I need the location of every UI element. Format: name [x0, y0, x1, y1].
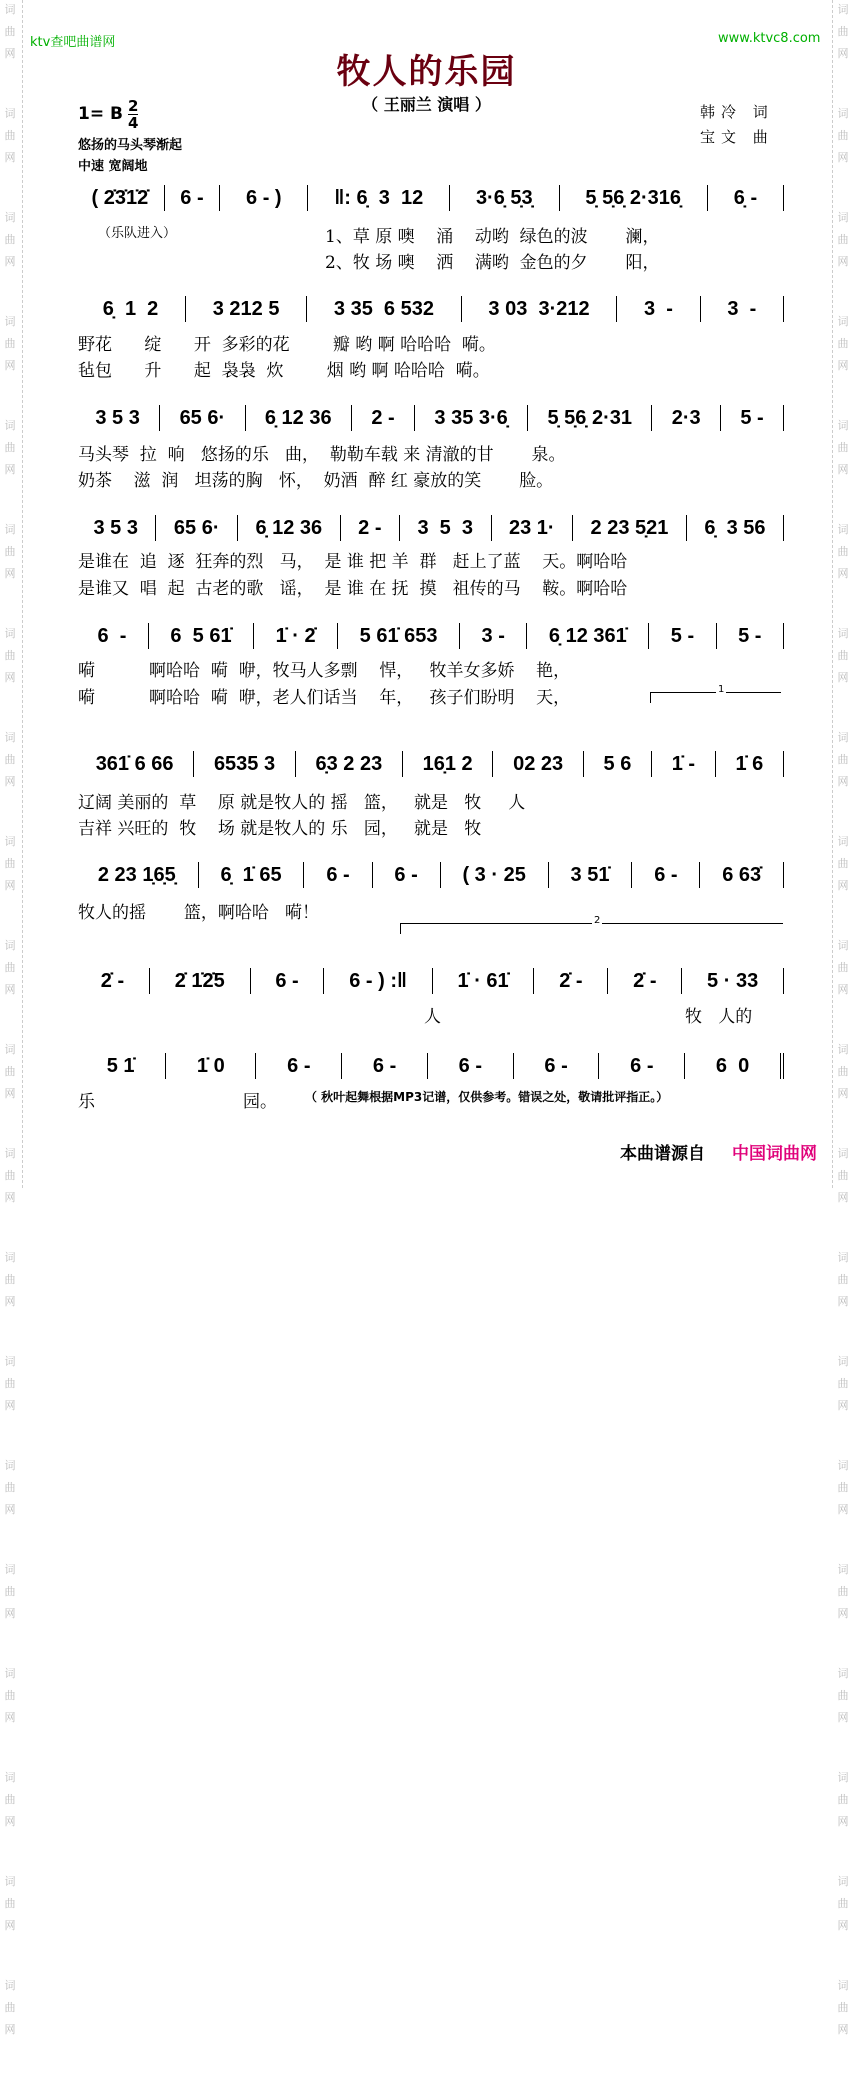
measure: 6 -	[342, 1053, 428, 1079]
watermark-char: 词	[4, 1667, 16, 1680]
watermark-char: 网	[4, 671, 16, 684]
measure: 6 -	[428, 1053, 514, 1079]
measure: 6̣ 1̇ 65	[199, 862, 305, 888]
watermark-char: 词	[837, 835, 849, 848]
watermark-char: 曲	[4, 857, 16, 870]
measure: 2 23 5̣21	[573, 515, 687, 541]
key-signature: 1= B	[78, 104, 123, 124]
watermark-column-right	[836, 0, 850, 2080]
singer: （ 王丽兰 演唱 ）	[362, 95, 491, 114]
measure: 5 61̇ 653	[338, 623, 460, 649]
measure: ( 3 · 25	[441, 862, 549, 888]
watermark-char: 曲	[837, 1897, 849, 1910]
measure: 02 23	[493, 751, 583, 777]
watermark-char: 词	[4, 107, 16, 120]
watermark-char: 网	[837, 47, 849, 60]
watermark-char: 词	[4, 211, 16, 224]
measure: 6̣ 12 36	[238, 515, 341, 541]
measure: 2̇ -	[534, 968, 608, 994]
measure: 2·3	[652, 405, 721, 431]
watermark-char: 词	[837, 1563, 849, 1576]
watermark-char: 曲	[837, 1377, 849, 1390]
watermark-char: 网	[837, 359, 849, 372]
watermark-char: 词	[4, 939, 16, 952]
watermark-char: 词	[837, 1771, 849, 1784]
watermark-char: 曲	[4, 961, 16, 974]
watermark-char: 网	[837, 1503, 849, 1516]
watermark-char: 词	[837, 731, 849, 744]
watermark-char: 网	[837, 567, 849, 580]
watermark-char: 曲	[4, 1169, 16, 1182]
measure: 23 1·	[492, 515, 574, 541]
measure: 3 5 3	[76, 405, 160, 431]
measure: 3 -	[460, 623, 527, 649]
watermark-char: 词	[837, 627, 849, 640]
watermark-char: 曲	[4, 545, 16, 558]
watermark-char: 词	[4, 1251, 16, 1264]
measure: 3 35 6 532	[307, 296, 462, 322]
watermark-char: 网	[4, 879, 16, 892]
watermark-char: 网	[4, 983, 16, 996]
watermark-char: 曲	[837, 337, 849, 350]
watermark-char: 词	[4, 315, 16, 328]
lyric-line: 园。	[243, 1092, 277, 1112]
transcriber-note: （ 秋叶起舞根据MP3记谱，仅供参考。错误之处，敬请批评指正。）	[305, 1090, 669, 1104]
watermark-char: 词	[837, 1043, 849, 1056]
tempo-mark: 中速 宽阔地	[78, 159, 148, 174]
watermark-char: 曲	[4, 753, 16, 766]
watermark-char: 曲	[4, 1793, 16, 1806]
measure: 3 212 5	[186, 296, 307, 322]
measure: 5̣ 5̣6̣ 2·31	[528, 405, 652, 431]
watermark-char: 曲	[4, 337, 16, 350]
volta-bracket	[400, 915, 783, 934]
measure: 6535 3	[194, 751, 296, 777]
watermark-char: 网	[4, 775, 16, 788]
lyric-line: 马头琴 拉 响 悠扬的乐 曲， 勒勒车载 来 清澈的甘 泉。	[78, 445, 566, 465]
notation-row	[76, 966, 784, 996]
watermark-char: 曲	[837, 233, 849, 246]
watermark-char: 网	[4, 1087, 16, 1100]
measure: 5 -	[717, 623, 784, 649]
measure: 3 -	[701, 296, 784, 322]
measure: 6̣ -	[708, 185, 784, 211]
watermark-char: 词	[837, 419, 849, 432]
lyric-line: 辽阔 美丽的 草 原 就是牧人的 摇 篮， 就是 牧 人	[78, 793, 526, 813]
watermark-char: 网	[837, 671, 849, 684]
measure: ‖: 6̣ 3 12	[308, 185, 450, 211]
watermark-char: 词	[837, 1251, 849, 1264]
measure: 65 6·	[160, 405, 245, 431]
watermark-char: 曲	[4, 441, 16, 454]
time-bottom: 4	[128, 114, 139, 132]
site-url-right[interactable]: www.ktvc8.com	[718, 31, 821, 46]
watermark-char: 网	[837, 1815, 849, 1828]
measure: 2 -	[341, 515, 400, 541]
watermark-char: 曲	[4, 25, 16, 38]
watermark-char: 网	[837, 1191, 849, 1204]
measure: 5 1̇	[76, 1053, 166, 1079]
notation-row	[76, 621, 784, 651]
measure: 6 5 61̇	[149, 623, 254, 649]
margin-line-left	[22, 0, 23, 1188]
margin-line-right	[832, 0, 833, 1188]
watermark-char: 网	[4, 2023, 16, 2036]
composer: 宝文 曲	[700, 128, 774, 146]
watermark-char: 词	[837, 1147, 849, 1160]
measure: 6 - ) :‖	[324, 968, 432, 994]
watermark-char: 网	[837, 1919, 849, 1932]
measure: 5 6	[584, 751, 652, 777]
watermark-char: 网	[4, 1711, 16, 1724]
measure: 5 · 33	[682, 968, 784, 994]
watermark-char: 曲	[4, 1377, 16, 1390]
watermark-char: 网	[837, 1087, 849, 1100]
watermark-char: 网	[837, 463, 849, 476]
watermark-char: 曲	[4, 1689, 16, 1702]
notation-row	[76, 1051, 784, 1081]
song-title: 牧人的乐园	[336, 52, 517, 92]
watermark-char: 网	[837, 775, 849, 788]
watermark-char: 曲	[4, 1585, 16, 1598]
watermark-char: 词	[837, 1979, 849, 1992]
measure: 3·6̣ 5̣3̣	[450, 185, 559, 211]
time-top: 2	[128, 97, 139, 115]
measure: 3 03 3·212	[462, 296, 618, 322]
measure: 6 -	[632, 862, 700, 888]
measure: 6 -	[165, 185, 220, 211]
measure: 1̇ · 2̇	[254, 623, 338, 649]
measure: 2 23 1̣6̣5̣	[76, 862, 199, 888]
watermark-char: 曲	[837, 1169, 849, 1182]
watermark-char: 曲	[837, 1585, 849, 1598]
lyric-line: 1、草 原 噢 涌 动哟 绿色的波 澜，	[325, 227, 660, 247]
watermark-char: 词	[837, 1667, 849, 1680]
source-label: 本曲谱源自	[620, 1144, 705, 1164]
band-entry-note: （乐队进入）	[98, 226, 177, 241]
watermark-char: 网	[4, 359, 16, 372]
watermark-char: 词	[4, 1459, 16, 1472]
measure: 3 -	[617, 296, 700, 322]
lyric-line: 是谁在 追 逐 狂奔的烈 马， 是 谁 把 羊 群 赶上了蓝 天。啊哈哈	[78, 552, 628, 572]
watermark-char: 词	[4, 1771, 16, 1784]
watermark-char: 曲	[837, 961, 849, 974]
notation-row	[76, 294, 784, 324]
watermark-char: 网	[4, 151, 16, 164]
watermark-char: 网	[4, 255, 16, 268]
measure: 6 -	[304, 862, 372, 888]
watermark-char: 网	[4, 567, 16, 580]
watermark-char: 网	[837, 1295, 849, 1308]
lyric-line: 是谁又 唱 起 古老的歌 谣， 是 谁 在 抚 摸 祖传的马 鞍。啊哈哈	[78, 579, 628, 599]
lyric-line: 奶茶 滋 润 坦荡的胸 怀， 奶酒 醉 红 豪放的笑 脸。	[78, 471, 554, 491]
measure: 6̣ 12 36	[246, 405, 352, 431]
watermark-char: 网	[4, 1191, 16, 1204]
watermark-char: 词	[4, 1563, 16, 1576]
watermark-char: 曲	[837, 441, 849, 454]
measure: 361̇ 6 66	[76, 751, 194, 777]
measure: 2̇ -	[76, 968, 150, 994]
lyric-line: 牧 人的	[685, 1007, 753, 1027]
watermark-char: 词	[837, 3, 849, 16]
lyric-line: 吉祥 兴旺的 牧 场 就是牧人的 乐 园， 就是 牧	[78, 819, 482, 839]
watermark-char: 词	[4, 835, 16, 848]
watermark-char: 曲	[837, 1689, 849, 1702]
watermark-char: 词	[4, 731, 16, 744]
measure: 6 -	[514, 1053, 600, 1079]
measure: 3 51̇	[549, 862, 633, 888]
measure: 2̇ 1̇2̇5	[150, 968, 251, 994]
measure: 5 -	[721, 405, 784, 431]
notation-row	[76, 403, 784, 433]
measure: 6 -	[373, 862, 441, 888]
measure: 1̇ · 61̇	[433, 968, 535, 994]
watermark-char: 网	[4, 1607, 16, 1620]
watermark-char: 词	[837, 523, 849, 536]
measure: 6̣3 2 23	[296, 751, 403, 777]
watermark-char: 曲	[837, 1065, 849, 1078]
watermark-char: 网	[837, 1607, 849, 1620]
volta-number: 2	[594, 915, 601, 926]
watermark-char: 网	[4, 463, 16, 476]
watermark-char: 词	[4, 627, 16, 640]
watermark-char: 网	[4, 1815, 16, 1828]
lyric-line: 人	[424, 1007, 441, 1027]
lyric-line: 嗬 啊哈哈 嗬 咿，牧马人多剽 悍， 牧羊女多娇 艳，	[78, 661, 571, 681]
watermark-char: 词	[4, 1355, 16, 1368]
measure: 2̇ -	[608, 968, 682, 994]
source-link[interactable]: 中国词曲网	[732, 1144, 817, 1164]
notation-row	[76, 860, 784, 890]
watermark-char: 曲	[4, 1897, 16, 1910]
watermark-char: 词	[4, 1147, 16, 1160]
watermark-char: 词	[837, 315, 849, 328]
watermark-char: 词	[4, 419, 16, 432]
measure: 6 -	[76, 623, 149, 649]
watermark-char: 曲	[837, 1273, 849, 1286]
notation-row	[76, 513, 784, 543]
measure: 6 -	[256, 1053, 342, 1079]
measure: 6 - )	[220, 185, 308, 211]
measure: 6 -	[251, 968, 325, 994]
measure: 5 -	[649, 623, 716, 649]
measure: 1̇ 6	[716, 751, 784, 777]
measure: 3 35 3·6̣	[415, 405, 528, 431]
measure: 6 63̇	[700, 862, 784, 888]
watermark-char: 曲	[837, 129, 849, 142]
watermark-char: 词	[4, 3, 16, 16]
measure: ( 2̇3̇1̇2̇	[76, 185, 165, 211]
measure: 3 5 3	[400, 515, 492, 541]
watermark-char: 网	[4, 1919, 16, 1932]
watermark-char: 曲	[837, 753, 849, 766]
volta-number: 1	[718, 684, 725, 695]
expression-mark: 悠扬的马头琴渐起	[78, 138, 183, 153]
watermark-char: 词	[4, 1043, 16, 1056]
watermark-char: 词	[837, 1875, 849, 1888]
watermark-char: 网	[837, 255, 849, 268]
measure: 6 0	[685, 1053, 784, 1079]
lyric-line: 毡包 升 起 袅袅 炊 烟 哟 啊 哈哈哈 嗬。	[78, 361, 490, 381]
watermark-char: 曲	[4, 1065, 16, 1078]
watermark-char: 网	[837, 151, 849, 164]
watermark-char: 词	[4, 1979, 16, 1992]
measure: 6 -	[599, 1053, 685, 1079]
notation-row	[76, 183, 784, 213]
lyric-line: 牧人的摇 篮，啊哈哈 嗬！	[78, 903, 320, 923]
watermark-char: 曲	[4, 1273, 16, 1286]
watermark-char: 曲	[4, 233, 16, 246]
watermark-char: 曲	[4, 2001, 16, 2014]
watermark-char: 词	[837, 211, 849, 224]
watermark-char: 网	[837, 879, 849, 892]
measure: 1̇ -	[652, 751, 716, 777]
watermark-char: 曲	[837, 1481, 849, 1494]
lyricist: 韩冷 词	[700, 103, 774, 121]
lyric-line: 乐	[78, 1092, 95, 1112]
watermark-char: 词	[4, 1875, 16, 1888]
watermark-char: 网	[4, 1399, 16, 1412]
site-name-left[interactable]: ktv查吧曲谱网	[30, 35, 116, 50]
watermark-char: 曲	[837, 1793, 849, 1806]
watermark-char: 曲	[837, 25, 849, 38]
measure: 3 5 3	[76, 515, 156, 541]
watermark-char: 词	[4, 523, 16, 536]
measure: 6̣ 12 361̇	[527, 623, 649, 649]
measure: 6̣ 1 2	[76, 296, 186, 322]
watermark-char: 曲	[837, 649, 849, 662]
measure: 6̣ 3 56	[687, 515, 784, 541]
measure: 16̣1 2	[403, 751, 493, 777]
watermark-char: 词	[837, 1355, 849, 1368]
watermark-char: 网	[837, 1711, 849, 1724]
watermark-char: 曲	[837, 545, 849, 558]
lyric-line: 嗬 啊哈哈 嗬 咿，老人们话当 年， 孩子们盼明 天，	[78, 688, 571, 708]
watermark-char: 词	[837, 1459, 849, 1472]
measure: 2 -	[352, 405, 415, 431]
watermark-char: 网	[837, 2023, 849, 2036]
watermark-char: 网	[837, 983, 849, 996]
watermark-char: 曲	[4, 129, 16, 142]
watermark-char: 网	[837, 1399, 849, 1412]
watermark-char: 曲	[837, 2001, 849, 2014]
watermark-char: 网	[4, 47, 16, 60]
lyric-line: 2、牧 场 噢 洒 满哟 金色的夕 阳，	[325, 253, 660, 273]
measure: 1̇ 0	[166, 1053, 256, 1079]
lyric-line: 野花 绽 开 多彩的花 瓣 哟 啊 哈哈哈 嗬。	[78, 335, 496, 355]
watermark-column-left	[3, 0, 17, 2080]
watermark-char: 网	[4, 1503, 16, 1516]
watermark-char: 网	[4, 1295, 16, 1308]
measure: 5̣ 5̣6̣ 2·316̣	[560, 185, 708, 211]
watermark-char: 曲	[4, 649, 16, 662]
watermark-char: 词	[837, 939, 849, 952]
watermark-char: 曲	[4, 1481, 16, 1494]
time-signature	[128, 98, 138, 131]
watermark-char: 词	[837, 107, 849, 120]
measure: 65 6·	[156, 515, 238, 541]
volta-bracket	[650, 684, 781, 703]
notation-row	[76, 749, 784, 779]
watermark-char: 曲	[837, 857, 849, 870]
